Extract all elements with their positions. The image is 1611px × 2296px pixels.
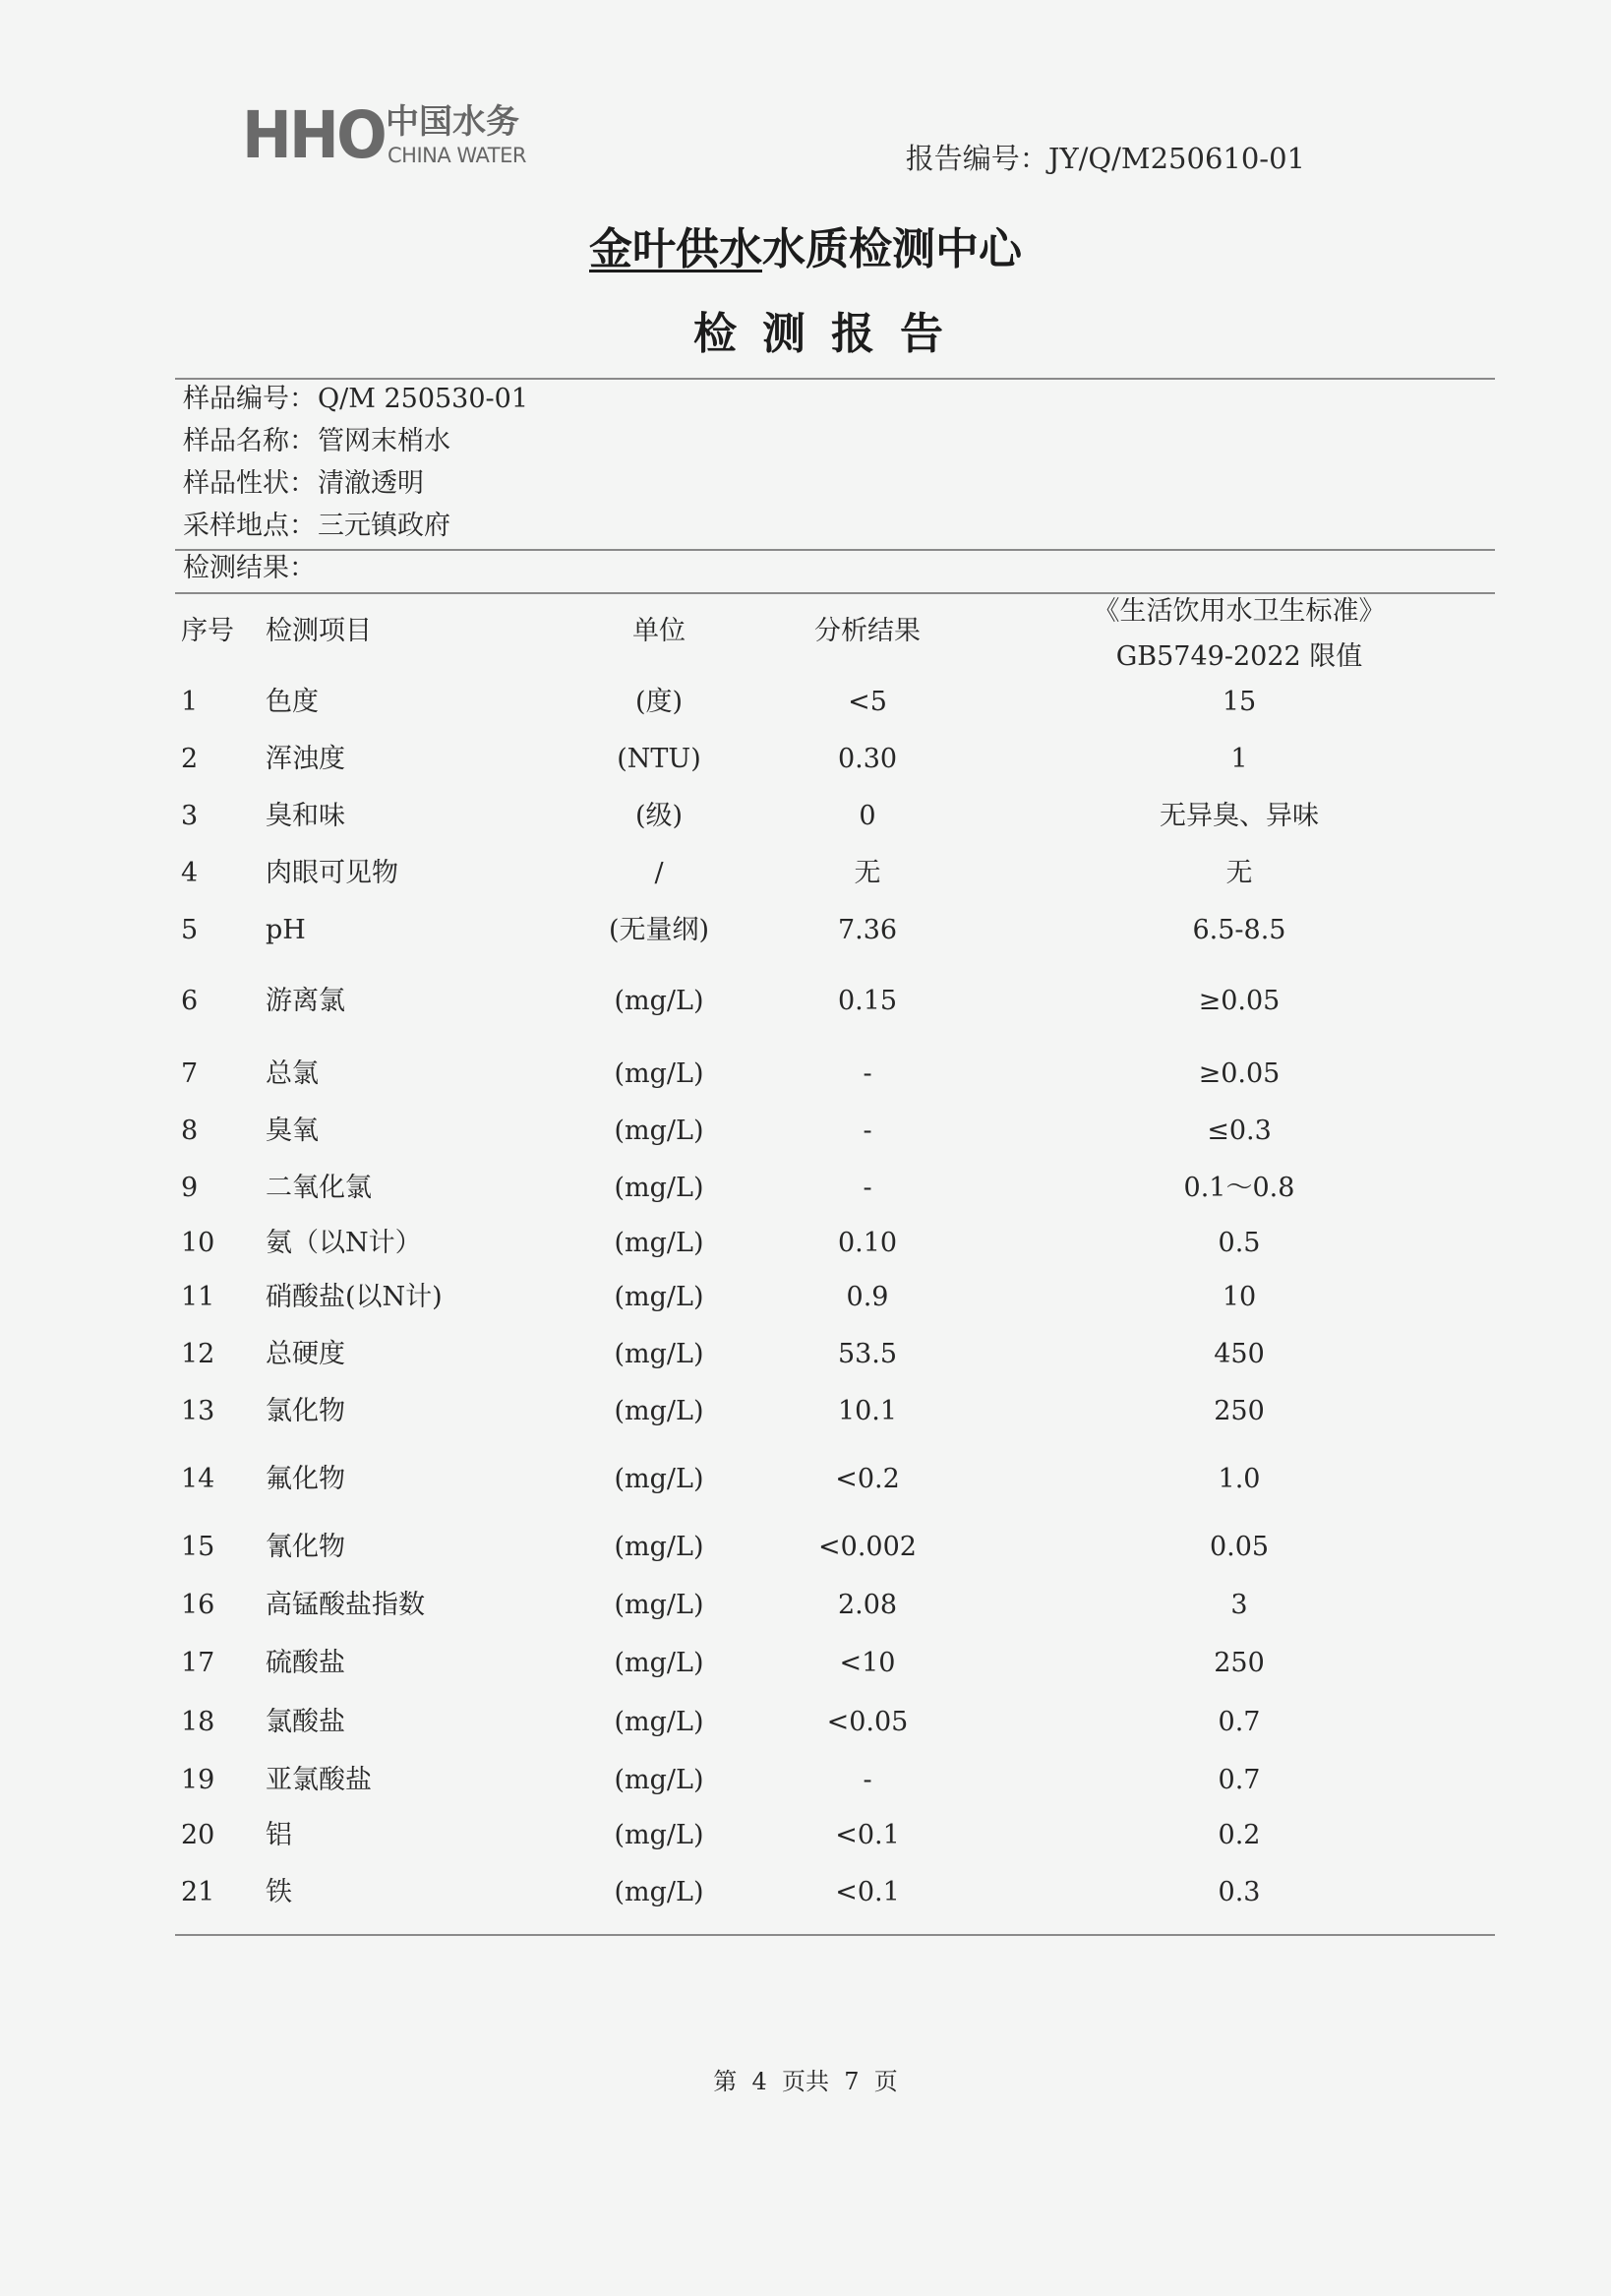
row-item: 氯酸盐 — [266, 1707, 345, 1737]
row-number: 3 — [181, 801, 199, 831]
row-number: 13 — [181, 1396, 215, 1426]
sample-number-value: Q/M 250530-01 — [318, 384, 529, 414]
sample-state-row — [183, 466, 424, 502]
row-unit: (mg/L) — [614, 1464, 704, 1494]
row-item: 亚氯酸盐 — [266, 1765, 372, 1795]
sample-location-row — [183, 509, 450, 544]
row-limit: 0.3 — [1218, 1877, 1261, 1907]
row-result: <0.1 — [835, 1877, 900, 1907]
row-number: 19 — [181, 1765, 215, 1795]
row-item: 色度 — [266, 687, 319, 717]
row-limit: 10 — [1222, 1282, 1257, 1312]
row-number: 7 — [181, 1058, 199, 1089]
report-number-label: 报告编号： — [905, 142, 1048, 175]
row-unit: (mg/L) — [614, 1820, 704, 1850]
row-unit: (mg/L) — [614, 1396, 704, 1426]
row-item: 硫酸盐 — [266, 1648, 345, 1678]
row-number: 1 — [181, 687, 199, 717]
row-item: 总氯 — [266, 1058, 319, 1089]
row-number: 18 — [181, 1707, 215, 1737]
row-limit: 0.5 — [1218, 1228, 1261, 1258]
sample-name-value: 管网末梢水 — [318, 426, 450, 456]
row-item: pH — [266, 915, 306, 945]
row-unit: (mg/L) — [614, 1228, 704, 1258]
row-item: 游离氯 — [266, 986, 345, 1016]
row-result: 0.10 — [837, 1228, 898, 1258]
row-result: 0.9 — [846, 1282, 889, 1312]
row-number: 21 — [181, 1877, 215, 1907]
page-number: 第 4 页共 7 页 — [713, 2068, 898, 2095]
row-number: 6 — [181, 986, 199, 1016]
row-unit: (mg/L) — [614, 1877, 704, 1907]
row-unit: (mg/L) — [614, 1282, 704, 1312]
row-item: 氨（以N计） — [266, 1228, 422, 1258]
row-limit: 0.1～0.8 — [1183, 1173, 1295, 1203]
sample-location-label: 采样地点： — [183, 511, 316, 541]
sample-number-row — [183, 382, 528, 417]
logo-name-en: CHINA WATER — [388, 144, 526, 167]
row-limit: 1 — [1230, 744, 1248, 774]
row-limit: 250 — [1214, 1396, 1265, 1426]
row-item: 高锰酸盐指数 — [266, 1590, 425, 1620]
row-limit: 6.5-8.5 — [1192, 915, 1286, 945]
row-number: 20 — [181, 1820, 215, 1850]
row-limit: 0.7 — [1218, 1765, 1261, 1795]
row-result: 0 — [859, 801, 876, 831]
row-limit: 无 — [1225, 858, 1253, 888]
row-result: 无 — [854, 858, 881, 888]
row-unit: (mg/L) — [614, 1173, 704, 1203]
row-result: <0.05 — [826, 1707, 909, 1737]
row-item: 铝 — [266, 1820, 292, 1850]
row-item: 二氧化氯 — [266, 1173, 372, 1203]
row-unit: (mg/L) — [614, 1590, 704, 1620]
divider-top — [175, 378, 1495, 380]
row-number: 12 — [181, 1339, 215, 1369]
row-number: 14 — [181, 1464, 215, 1494]
row-item: 铁 — [266, 1877, 292, 1907]
row-unit: (无量纲) — [608, 915, 710, 945]
row-unit: (mg/L) — [614, 1532, 704, 1562]
row-unit: (级) — [634, 801, 684, 831]
org-title-rest: 水质检测中心 — [762, 224, 1022, 274]
header-item: 检测项目 — [266, 616, 372, 646]
row-unit: (mg/L) — [614, 986, 704, 1016]
report-number-value: JY/Q/M250610-01 — [1047, 142, 1305, 175]
row-number: 8 — [181, 1116, 199, 1146]
row-result: 2.08 — [837, 1590, 898, 1620]
header-unit: 单位 — [632, 616, 686, 646]
row-item: 臭和味 — [266, 801, 345, 831]
row-unit: (mg/L) — [614, 1648, 704, 1678]
divider-middle — [175, 549, 1495, 551]
row-limit: ≥0.05 — [1198, 986, 1281, 1016]
row-number: 10 — [181, 1228, 215, 1258]
row-result: - — [863, 1116, 872, 1146]
row-item: 浑浊度 — [266, 744, 345, 774]
results-label: 检测结果： — [183, 553, 316, 583]
row-number: 15 — [181, 1532, 215, 1562]
org-title — [0, 222, 1611, 277]
row-limit: 0.2 — [1218, 1820, 1261, 1850]
sample-state-label: 样品性状： — [183, 468, 316, 499]
sample-name-row — [183, 424, 450, 459]
row-unit: (mg/L) — [614, 1707, 704, 1737]
row-limit: 0.7 — [1218, 1707, 1261, 1737]
sample-state-value: 清澈透明 — [318, 468, 424, 499]
row-number: 4 — [181, 858, 199, 888]
row-number: 9 — [181, 1173, 199, 1203]
row-limit: 15 — [1222, 687, 1257, 717]
row-unit: (度) — [634, 687, 684, 717]
divider-table-bottom — [175, 1934, 1495, 1936]
row-number: 16 — [181, 1590, 215, 1620]
header-no: 序号 — [181, 616, 234, 646]
row-item: 氯化物 — [266, 1396, 345, 1426]
row-result: 53.5 — [837, 1339, 898, 1369]
sample-number-label: 样品编号： — [183, 384, 316, 414]
row-result: 10.1 — [837, 1396, 898, 1426]
row-limit: 250 — [1214, 1648, 1265, 1678]
row-unit: (NTU) — [617, 744, 701, 774]
row-result: 0.30 — [837, 744, 898, 774]
row-result: <10 — [839, 1648, 896, 1678]
row-limit: ≥0.05 — [1198, 1058, 1281, 1089]
row-number: 17 — [181, 1648, 215, 1678]
org-title-underlined: 金叶供水 — [589, 224, 762, 274]
row-result: - — [863, 1765, 872, 1795]
row-unit: (mg/L) — [614, 1116, 704, 1146]
row-result: - — [863, 1173, 872, 1203]
row-result: <5 — [848, 687, 887, 717]
row-limit: 0.05 — [1209, 1532, 1270, 1562]
row-unit: (mg/L) — [614, 1339, 704, 1369]
row-result: <0.1 — [835, 1820, 900, 1850]
row-limit: 1.0 — [1218, 1464, 1261, 1494]
row-result: 0.15 — [837, 986, 898, 1016]
row-result: <0.002 — [818, 1532, 917, 1562]
header-limit-code: GB5749-2022 限值 — [1115, 641, 1363, 672]
header-limit-standard: 《生活饮用水卫生标准》 — [1093, 596, 1386, 627]
row-limit: ≤0.3 — [1207, 1116, 1272, 1146]
row-item: 臭氧 — [266, 1116, 319, 1146]
row-unit: (mg/L) — [614, 1058, 704, 1089]
report-number — [906, 141, 1305, 176]
row-item: 硝酸盐(以N计) — [266, 1282, 443, 1312]
row-item: 总硬度 — [266, 1339, 345, 1369]
sample-location-value: 三元镇政府 — [318, 511, 450, 541]
row-limit: 3 — [1230, 1590, 1248, 1620]
row-item: 氰化物 — [266, 1532, 345, 1562]
row-result: - — [863, 1058, 872, 1089]
china-water-logo — [242, 98, 537, 177]
row-number: 11 — [181, 1282, 215, 1312]
row-result: 7.36 — [837, 915, 898, 945]
header-result: 分析结果 — [814, 616, 921, 646]
row-unit: (mg/L) — [614, 1765, 704, 1795]
row-item: 氟化物 — [266, 1464, 345, 1494]
logo-mark: HHO — [242, 97, 385, 173]
row-number: 5 — [181, 915, 199, 945]
row-limit: 无异臭、异味 — [1160, 801, 1319, 831]
doc-title: 检测报告 — [693, 309, 969, 359]
row-result: <0.2 — [835, 1464, 900, 1494]
row-limit: 450 — [1214, 1339, 1265, 1369]
row-item: 肉眼可见物 — [266, 858, 398, 888]
row-number: 2 — [181, 744, 199, 774]
sample-name-label: 样品名称： — [183, 426, 316, 456]
logo-name-cn: 中国水务 — [386, 102, 519, 142]
row-unit: / — [654, 858, 664, 888]
